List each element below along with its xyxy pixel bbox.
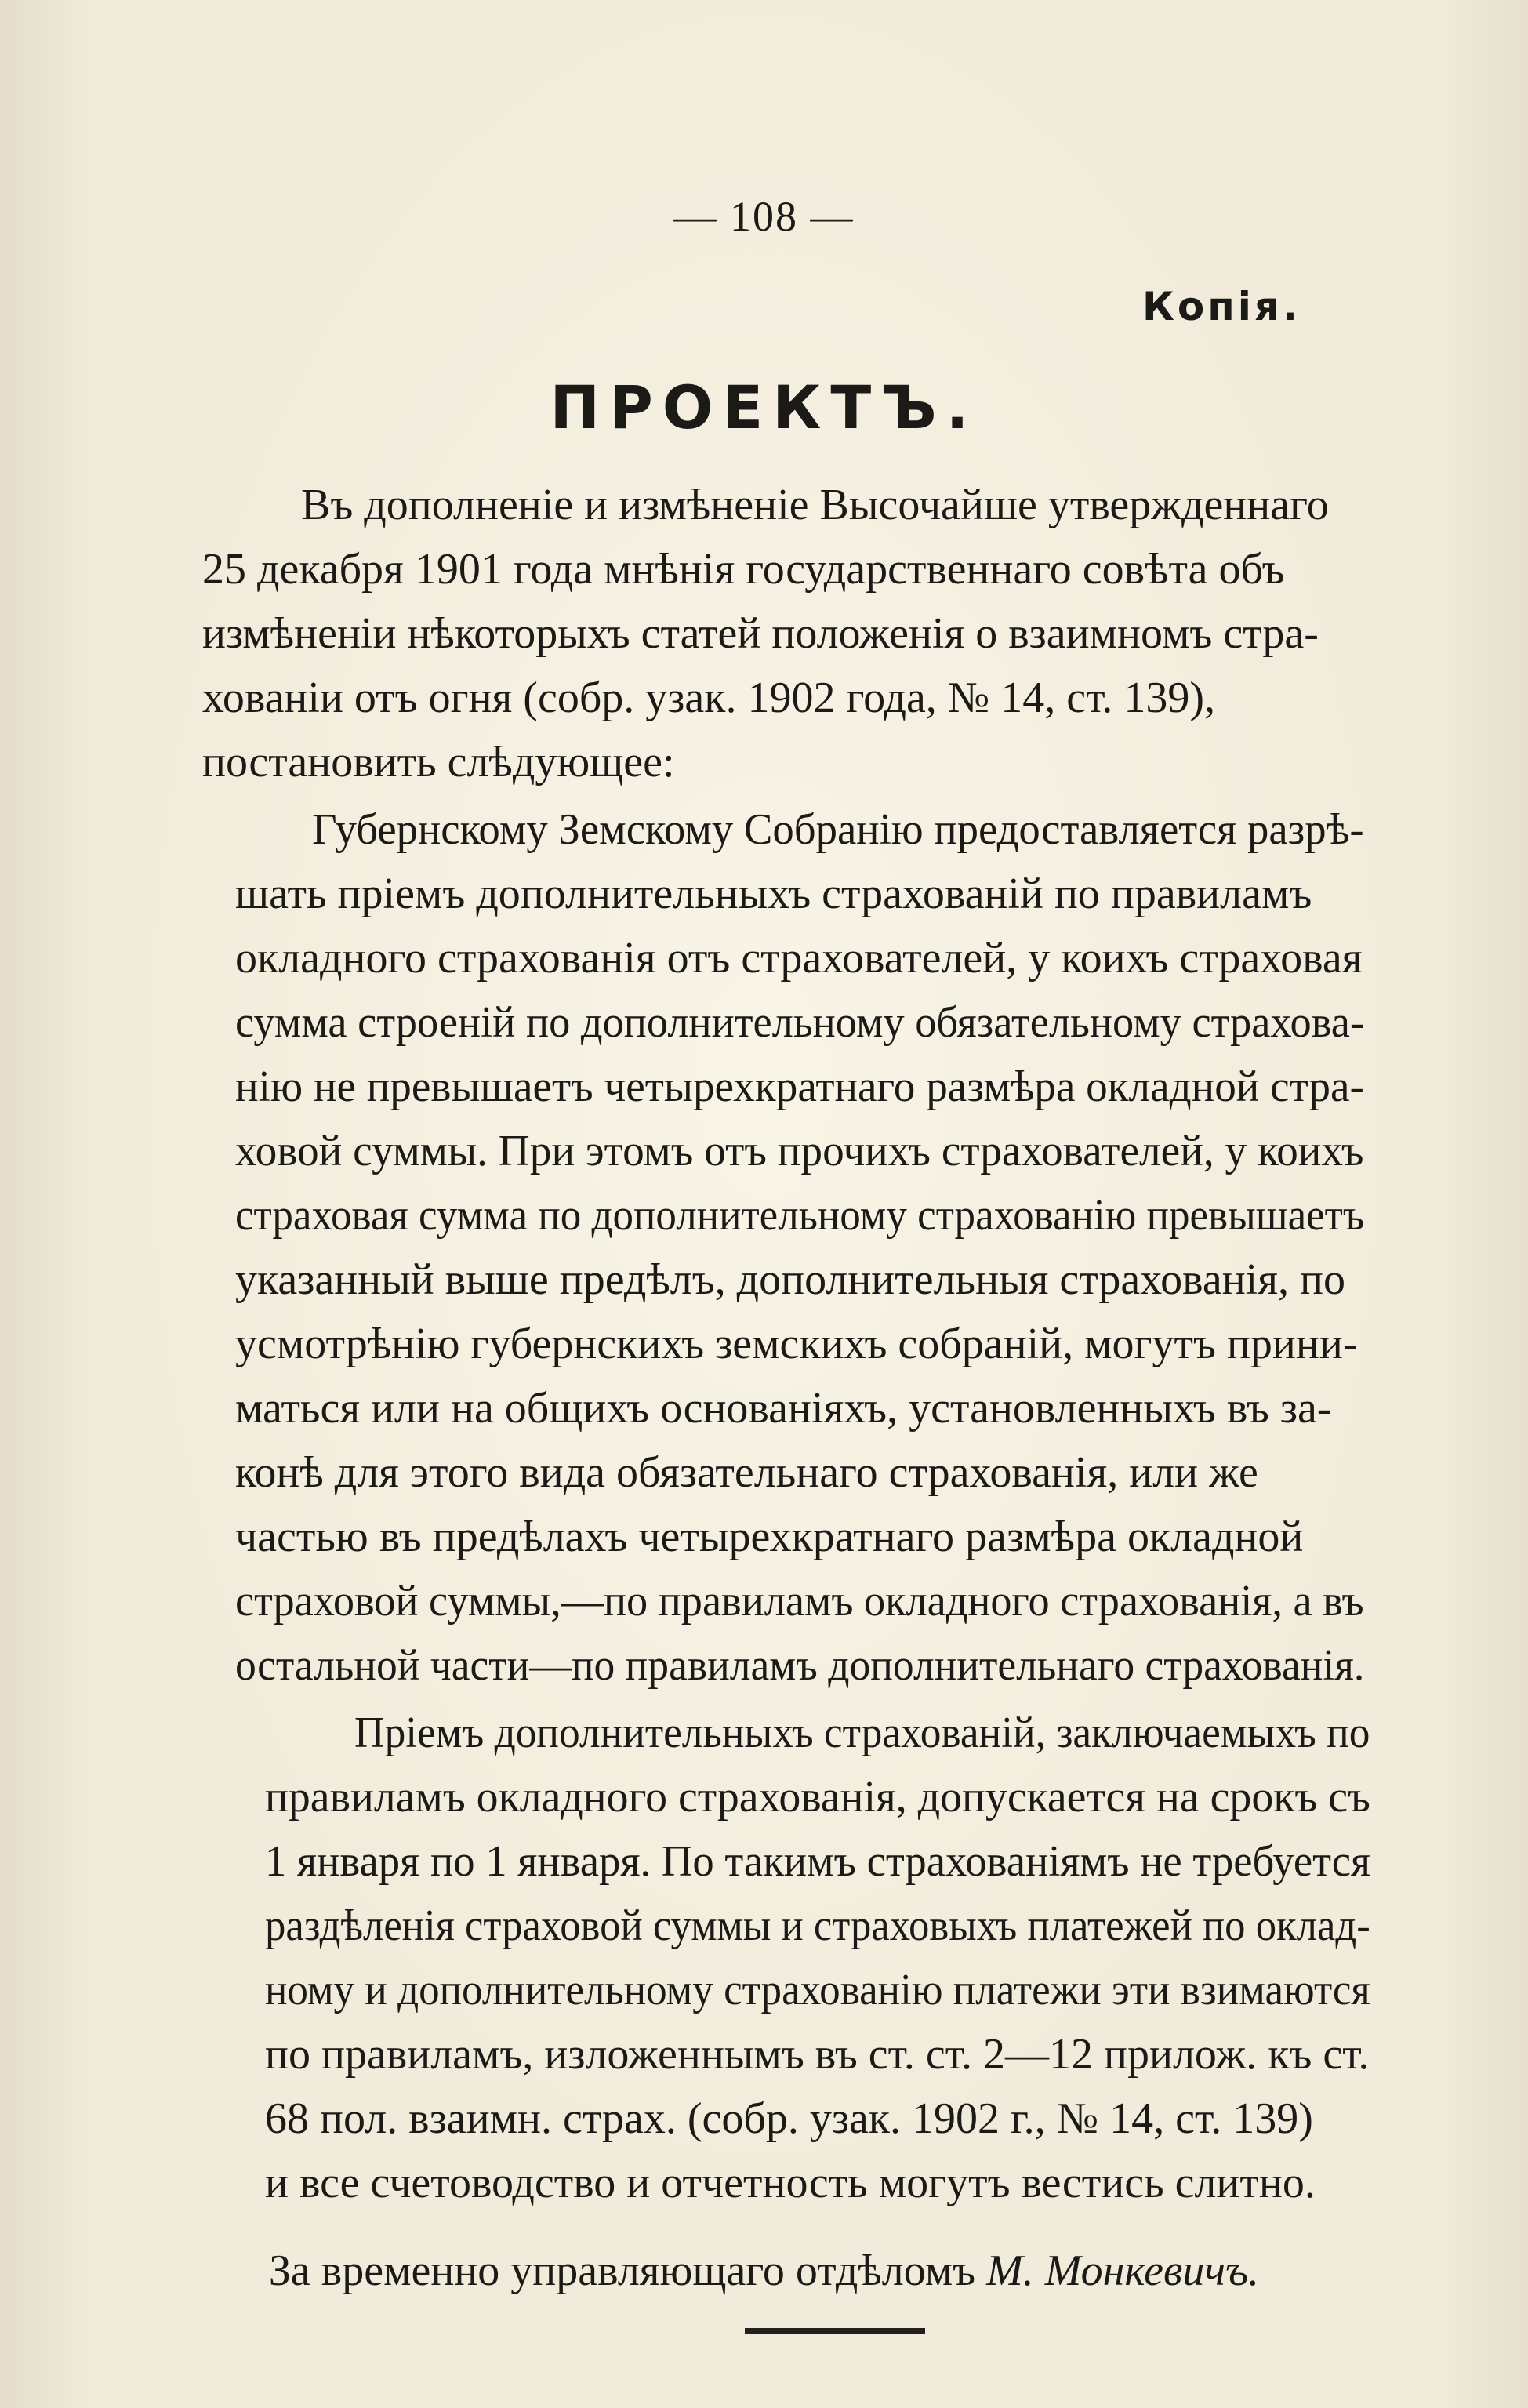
signature-text: За временно управляющаго отдѣломъ: [268, 2246, 976, 2295]
text-line: усмотрѣнію губернскихъ земскихъ собраній, могутъ прини-: [235, 1320, 1358, 1368]
text-line: частью въ предѣлахъ четырехкратнаго размѣра окладной: [235, 1513, 1304, 1561]
text-line: нію не превышаетъ четырехкратнаго размѣра окладной стра-: [235, 1062, 1364, 1111]
text-line: указанный выше предѣлъ, дополнительныя страхованія, по: [235, 1255, 1345, 1304]
text-line: шать пріемъ дополнительныхъ страхованій по правиламъ: [235, 870, 1312, 918]
text-line: конѣ для этого вида обязательнаго страхованія, или же: [235, 1448, 1258, 1497]
text-line: Губернскому Земскому Собранію предоставляется разрѣ-: [312, 805, 1364, 854]
text-line: окладного страхованія отъ страхователей, у коихъ страховая: [235, 934, 1363, 982]
text-line: остальной части—по правиламъ дополнительнаго страхованія.: [235, 1641, 1365, 1690]
text-line: раздѣленія страховой суммы и страховыхъ платежей по оклад-: [265, 1901, 1370, 1950]
text-line: 68 пол. взаимн. страх. (собр. узак. 1902 г., № 14, ст. 139): [265, 2094, 1313, 2143]
text-line: сумма строеній по дополнительному обязательному страхова-: [235, 998, 1364, 1047]
signature-line: [0, 2246, 1528, 2296]
text-line: 25 декабря 1901 года мнѣнія государственнаго совѣта объ: [202, 545, 1285, 594]
text-line: 1 января по 1 января. По такимъ страхованіямъ не требуется: [265, 1837, 1371, 1886]
text-line: хованіи отъ огня (собр. узак. 1902 года, № 14, ст. 139),: [202, 674, 1215, 722]
text-line: страховая сумма по дополнительному страхованію превышаетъ: [235, 1191, 1365, 1240]
document-title: ПРОЕКТЪ.: [550, 372, 978, 442]
closing-rule: [745, 2328, 925, 2334]
text-line: постановить слѣдующее:: [202, 738, 675, 786]
text-line: Въ дополненіе и измѣненіе Высочайше утвержденнаго: [301, 481, 1329, 529]
text-line: правиламъ окладного страхованія, допускается на срокъ съ: [265, 1773, 1370, 1821]
text-line: страховой суммы,—по правиламъ окладного страхованія, а въ: [235, 1577, 1364, 1625]
text-line: измѣненіи нѣкоторыхъ статей положенія о взаимномъ стра-: [202, 609, 1319, 658]
text-line: маться или на общихъ основаніяхъ, установленныхъ въ за-: [235, 1384, 1332, 1433]
text-line: по правиламъ, изложеннымъ въ ст. ст. 2—12 прилож. къ ст.: [265, 2030, 1370, 2079]
text-line: ному и дополнительному страхованію платежи эти взимаются: [265, 1966, 1370, 2014]
page-number: — 108 —: [673, 193, 855, 240]
signature-name: М. Монкевичъ.: [986, 2246, 1260, 2295]
text-line: и все счетоводство и отчетность могутъ вестись слитно.: [265, 2159, 1316, 2207]
text-line: Пріемъ дополнительныхъ страхованій, заключаемыхъ по: [354, 1709, 1370, 1757]
text-line: ховой суммы. При этомъ отъ прочихъ страхователей, у коихъ: [235, 1127, 1364, 1175]
copy-label: Копія.: [1141, 284, 1301, 329]
